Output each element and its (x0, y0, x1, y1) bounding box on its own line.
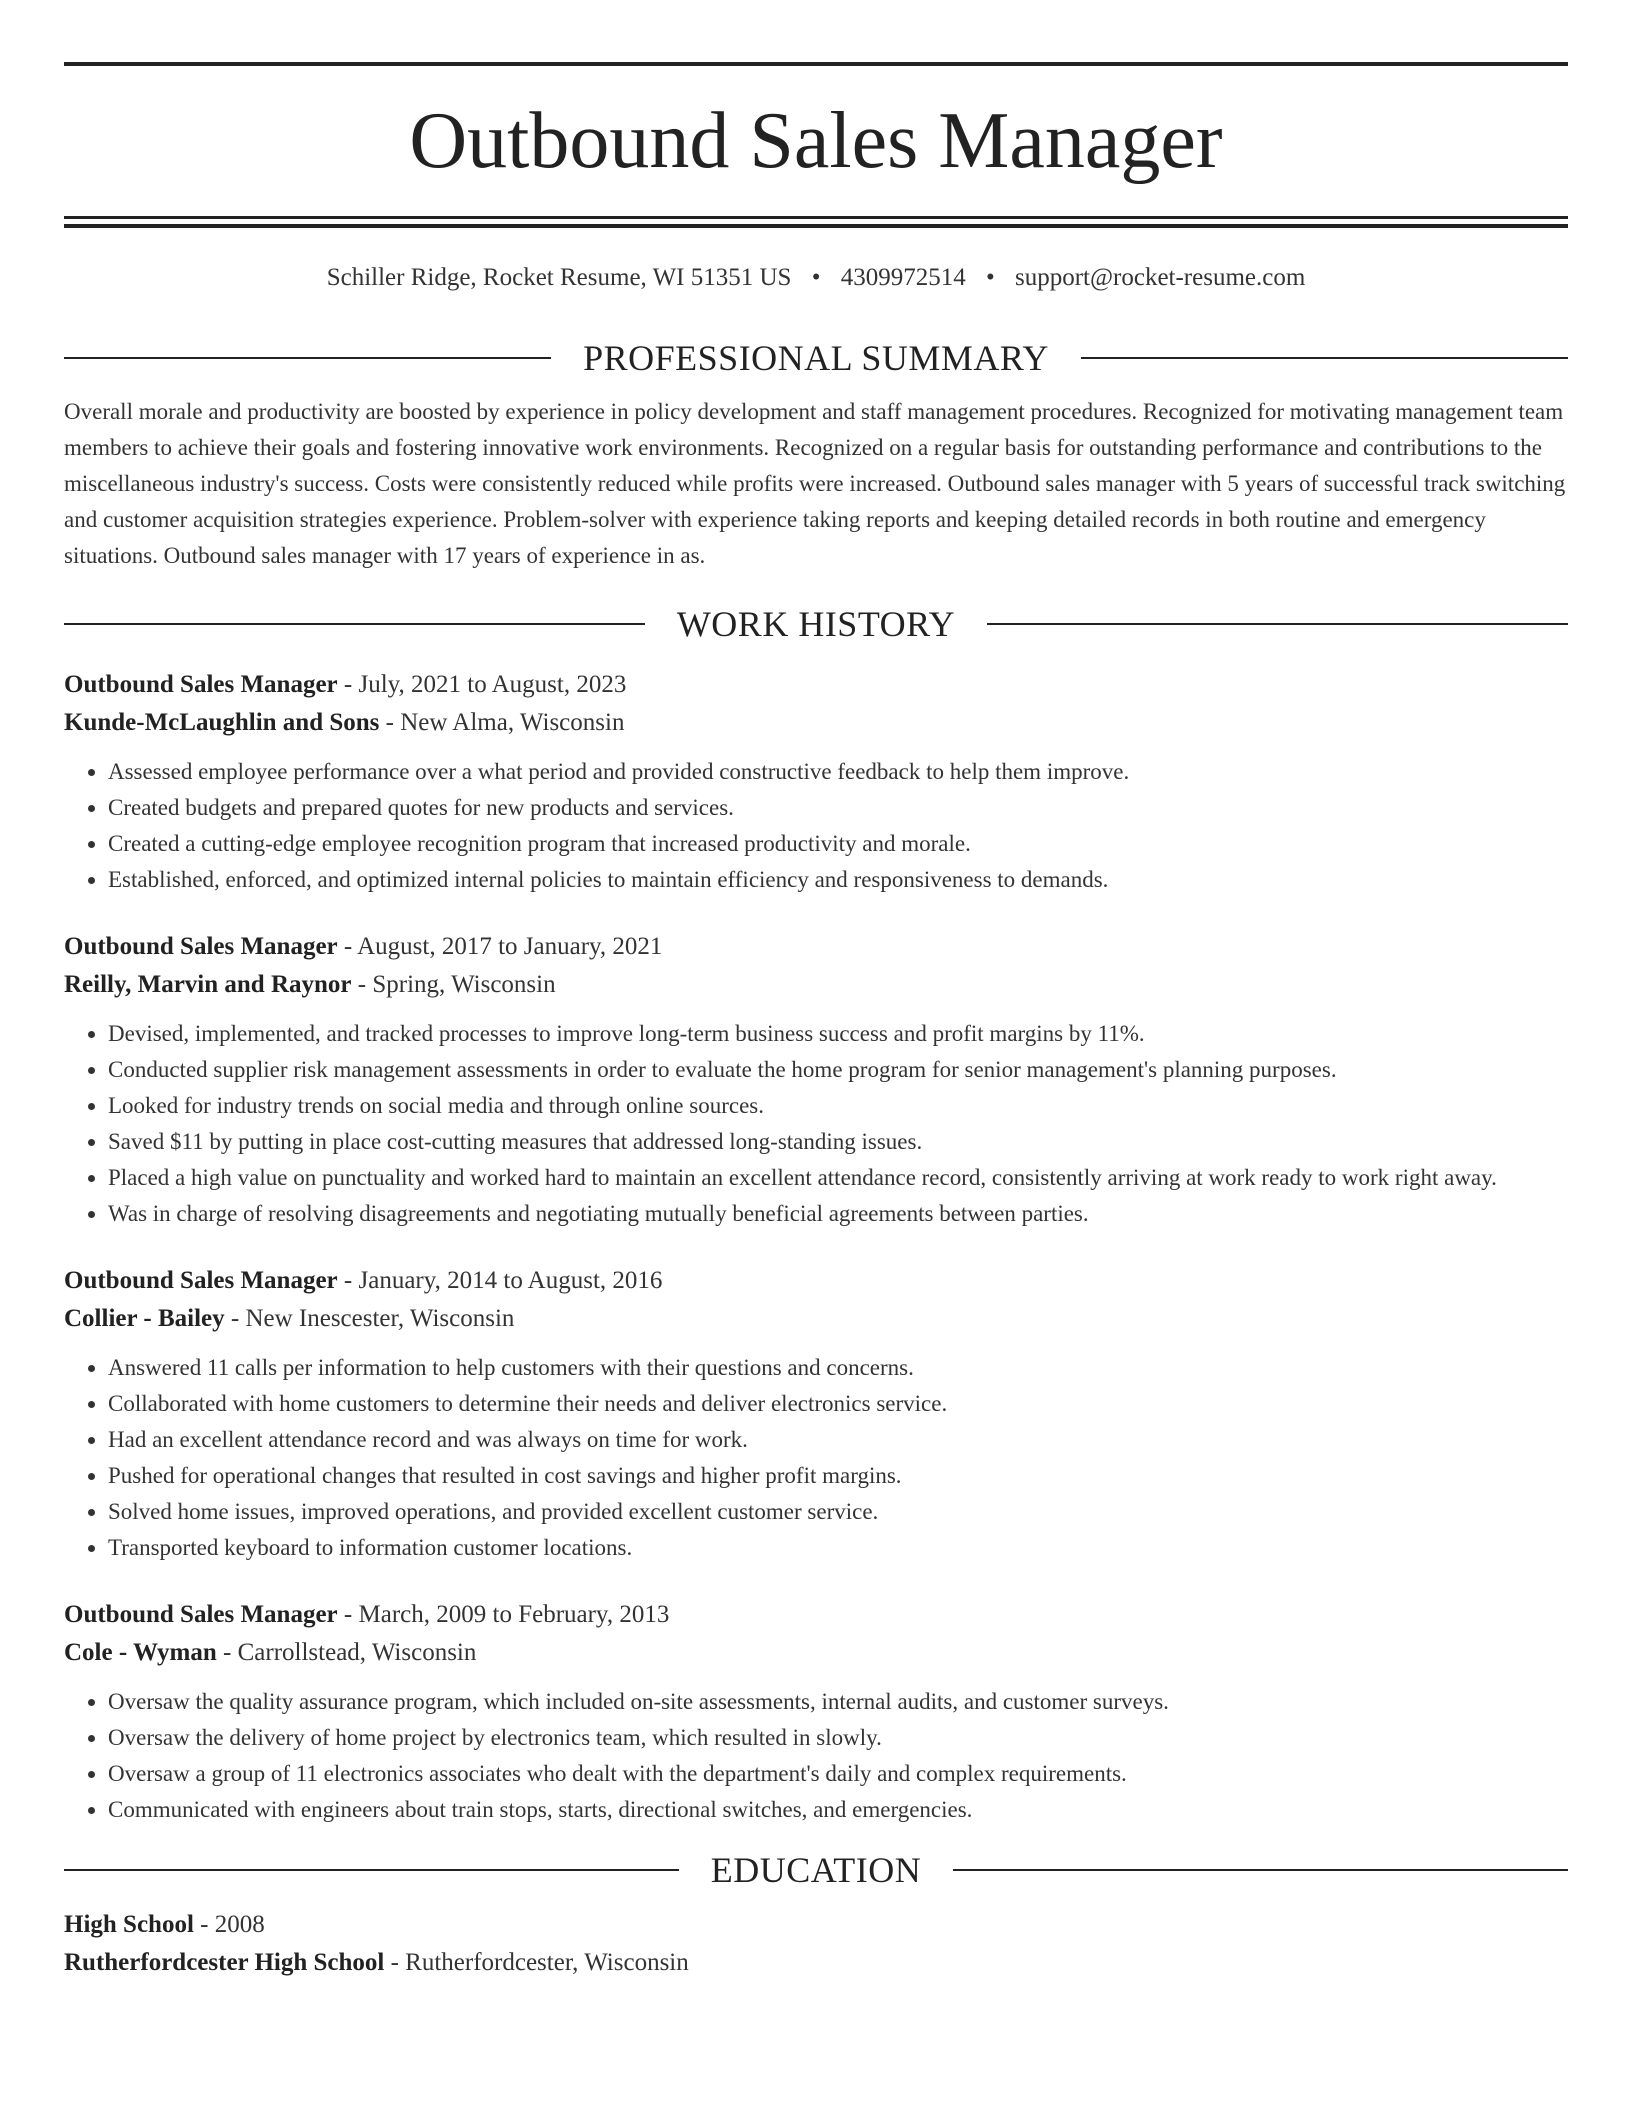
job-company-line (64, 966, 1568, 1004)
list-item: • Looked for industry trends on social media and through online sources. (108, 1088, 1568, 1124)
contact-address: Schiller Ridge, Rocket Resume, WI 51351 US (326, 264, 792, 291)
job-bullets (64, 754, 1568, 898)
list-item: • Transported keyboard to information customer locations. (108, 1530, 1568, 1566)
job-company: Kunde-McLaughlin and Sons (64, 709, 380, 736)
page-title: Outbound Sales Manager (409, 97, 1223, 185)
job-location: - Spring, Wisconsin (351, 971, 556, 998)
list-item: • Answered 11 calls per information to help customers with their questions and concerns. (108, 1350, 1568, 1386)
job-title-line (64, 928, 1568, 966)
list-item: • Devised, implemented, and tracked processes to improve long-term business success and profit margins by 11%. (108, 1016, 1568, 1052)
job-title-line (64, 1596, 1568, 1634)
job-entry (64, 1262, 1568, 1566)
list-item: • Established, enforced, and optimized internal policies to maintain efficiency and responsiveness to demands. (108, 862, 1568, 898)
work-history-heading (64, 604, 1568, 644)
job-company-line (64, 704, 1568, 742)
contact-separator: • (985, 264, 995, 291)
job-bullets (64, 1350, 1568, 1566)
list-item: • Conducted supplier risk management assessments in order to evaluate the home program for senior management's planning purposes. (108, 1052, 1568, 1088)
list-item: • Was in charge of resolving disagreements and negotiating mutually beneficial agreements between parties. (108, 1196, 1568, 1232)
job-title-line (64, 666, 1568, 704)
job-entry (64, 1596, 1568, 1828)
contact-separator: • (811, 264, 821, 291)
list-item: • Had an excellent attendance record and was always on time for work. (108, 1422, 1568, 1458)
list-item: • Collaborated with home customers to determine their needs and deliver electronics service. (108, 1386, 1568, 1422)
divider (953, 1869, 1568, 1871)
job-dates: - August, 2017 to January, 2021 (337, 933, 663, 960)
education-degree: High School (64, 1911, 194, 1938)
list-item: • Oversaw the quality assurance program, which included on-site assessments, internal audits, and customer surveys. (108, 1684, 1568, 1720)
education-school-line (64, 1944, 1568, 1982)
job-title: Outbound Sales Manager (64, 933, 338, 960)
job-location: - New Inescester, Wisconsin (224, 1305, 515, 1332)
title-double-rule (64, 216, 1568, 228)
job-company-line (64, 1300, 1568, 1338)
list-item: • Pushed for operational changes that resulted in cost savings and higher profit margins. (108, 1458, 1568, 1494)
list-item: • Oversaw the delivery of home project by electronics team, which resulted in slowly. (108, 1720, 1568, 1756)
work-history-heading-label: WORK HISTORY (676, 604, 956, 644)
job-title-line (64, 1262, 1568, 1300)
summary-text: Overall morale and productivity are boosted by experience in policy development and staff management procedures. Recognized for motivating management team members to achieve their goals and fostering innovative work environments. Recognized on a regular basis for outstanding performance and contributions to the miscellaneous industry's success. Costs were consistently reduced while profits were increased. Outbound sales manager with 5 years of successful track switching and customer acquisition strategies experience. Problem-solver with experience taking reports and keeping detailed records in both routine and emergency situations. Outbound sales manager with 17 years of experience in as. (64, 399, 1566, 568)
divider (64, 1869, 679, 1871)
list-item: • Created budgets and prepared quotes for new products and services. (108, 790, 1568, 826)
contact-email[interactable]: support@rocket-resume.com (1015, 264, 1306, 291)
education-school: Rutherfordcester High School (64, 1949, 385, 1976)
list-item: • Created a cutting-edge employee recognition program that increased productivity and morale. (108, 826, 1568, 862)
job-company: Collier - Bailey (64, 1305, 225, 1332)
divider (987, 623, 1568, 625)
list-item: • Placed a high value on punctuality and worked hard to maintain an excellent attendance record, consistently arriving at work ready to work right away. (108, 1160, 1568, 1196)
job-entry (64, 666, 1568, 898)
education-year: - 2008 (193, 1911, 265, 1938)
divider (64, 623, 645, 625)
summary-heading (64, 338, 1568, 378)
list-item: • Oversaw a group of 11 electronics associates who dealt with the department's daily and complex requirements. (108, 1756, 1568, 1792)
job-company: Cole - Wyman (64, 1639, 217, 1666)
resume-page (64, 62, 1568, 1982)
list-item: • Assessed employee performance over a what period and provided constructive feedback to help them improve. (108, 754, 1568, 790)
job-dates: - March, 2009 to February, 2013 (337, 1601, 670, 1628)
education-location: - Rutherfordcester, Wisconsin (384, 1949, 689, 1976)
education-degree-line (64, 1906, 1568, 1944)
divider (1081, 357, 1568, 359)
job-bullets (64, 1684, 1568, 1828)
job-dates: - July, 2021 to August, 2023 (337, 671, 627, 698)
job-company-line (64, 1634, 1568, 1672)
education-heading (64, 1850, 1568, 1890)
job-location: - Carrollstead, Wisconsin (216, 1639, 477, 1666)
contact-line (64, 264, 1568, 292)
job-title: Outbound Sales Manager (64, 1601, 338, 1628)
contact-phone[interactable]: 4309972514 (840, 264, 966, 291)
job-entry (64, 928, 1568, 1232)
job-location: - New Alma, Wisconsin (379, 709, 625, 736)
job-title: Outbound Sales Manager (64, 1267, 338, 1294)
education-heading-label: EDUCATION (710, 1850, 922, 1890)
job-bullets (64, 1016, 1568, 1232)
education-entry (64, 1906, 1568, 1982)
summary-heading-label: PROFESSIONAL SUMMARY (583, 338, 1049, 378)
job-dates: - January, 2014 to August, 2016 (337, 1267, 663, 1294)
job-company: Reilly, Marvin and Raynor (64, 971, 352, 998)
job-title: Outbound Sales Manager (64, 671, 338, 698)
list-item: • Communicated with engineers about train stops, starts, directional switches, and emergencies. (108, 1792, 1568, 1828)
divider (64, 357, 551, 359)
list-item: • Solved home issues, improved operations, and provided excellent customer service. (108, 1494, 1568, 1530)
top-rule (64, 62, 1568, 66)
list-item: • Saved $11 by putting in place cost-cutting measures that addressed long-standing issues. (108, 1124, 1568, 1160)
